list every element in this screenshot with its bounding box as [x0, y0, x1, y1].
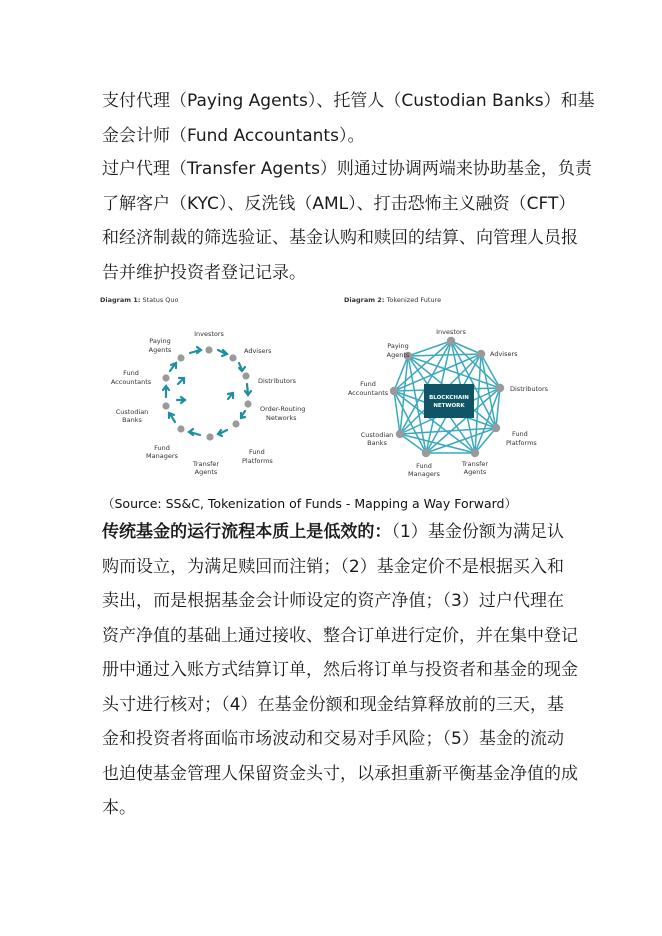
label-distributors: Distributors: [510, 385, 549, 393]
node-transfer-agents: [206, 433, 213, 440]
network-link: [408, 354, 481, 356]
diagram-title: Diagram 1: Status Quo: [100, 296, 179, 304]
text-line: 购而设立，为满足赎回而注销；（2）基金定价不是根据买入和: [102, 556, 564, 577]
label-transfer-agents-2: Agents: [463, 468, 487, 476]
text-line: 了解客户（KYC）、反洗钱（AML）、打击恐怖主义融资（CFT）: [102, 193, 576, 214]
text-line: 金和投资者将面临市场波动和交易对手风险；（5）基金的流动: [102, 729, 564, 749]
label-order-routing: Order-Routing: [260, 405, 306, 413]
label-fund-accountants-2: Accountants: [110, 378, 152, 386]
network-node: [422, 449, 430, 457]
label-fund-platforms-2: Platforms: [242, 457, 273, 465]
label-transfer-agents-2: Agents: [194, 468, 218, 476]
label-custodian-banks-2: Banks: [367, 439, 387, 447]
tokenized-network: [344, 296, 564, 486]
label-investors: Investors: [194, 330, 224, 338]
label-fund-managers-2: Managers: [408, 470, 440, 478]
text-line: 册中通过入账方式结算订单，然后将订单与投资者和基金的现金: [102, 660, 578, 680]
label-paying-agents-2: Agents: [386, 351, 410, 359]
label-distributors: Distributors: [258, 377, 297, 385]
text-line: 和经济制裁的筛选验证、基金认购和赎回的结算、向管理人员报: [102, 228, 578, 248]
node-custodian-banks: [162, 402, 169, 409]
text-line: 也迫使基金管理人保留资金头寸，以承担重新平衡基金净值的成: [102, 763, 578, 784]
label-fund-platforms-2: Platforms: [506, 439, 537, 447]
label-transfer-agents: Transfer: [461, 460, 489, 468]
status-quo-cycle: [100, 296, 320, 486]
label-fund-platforms: Fund: [512, 430, 528, 438]
text-line: 传统基金的运行流程本质上是低效的：（1）基金份额为满足认: [102, 522, 565, 542]
diagram-tokenized-future: [344, 296, 564, 486]
node-distributors: [242, 372, 249, 379]
node-advisers: [229, 354, 236, 361]
node-fund-platforms: [232, 420, 239, 427]
label-fund-managers: Fund: [416, 462, 432, 470]
label-transfer-agents: Transfer: [192, 460, 220, 468]
paragraph-inefficiency: [102, 515, 578, 826]
label-fund-accountants: Fund: [123, 369, 139, 377]
label-custodian-banks: Custodian: [115, 408, 149, 416]
text-line: 本。: [102, 798, 136, 818]
network-node: [496, 384, 504, 392]
network-node: [492, 424, 500, 432]
label-investors: Investors: [436, 328, 466, 336]
label-paying-agents: Paying: [387, 342, 409, 350]
text-line: 支付代理（Paying Agents）、托管人（Custodian Banks）和基: [102, 91, 595, 111]
node-investors: [205, 346, 212, 353]
label-fund-accountants-2: Accountants: [347, 389, 389, 397]
text-line: 告并维护投资者登记记录。: [102, 262, 306, 283]
node-fund-accountants: [162, 374, 169, 381]
diagram-status-quo: [100, 296, 320, 486]
label-fund-managers: Fund: [154, 444, 170, 452]
figure-source-caption: （Source: SS&C, Tokenization of Funds - Mapping a Way Forward）: [102, 496, 517, 511]
label-fund-accountants: Fund: [360, 380, 376, 388]
blockchain-network-box: [424, 384, 474, 418]
network-node: [477, 350, 485, 358]
paragraph-intermediaries: [102, 84, 595, 153]
node-order-routing: [244, 400, 251, 407]
label-fund-platforms: Fund: [249, 448, 265, 456]
bold-lead: 传统基金的运行流程本质上是低效的：: [102, 522, 392, 542]
network-link: [408, 356, 500, 388]
label-advisers: Advisers: [490, 350, 518, 358]
text-line: 卖出，而是根据基金会计师设定的资产净值；（3）过户代理在: [102, 591, 564, 611]
label-paying-agents-2: Agents: [148, 346, 172, 354]
text-line: 头寸进行核对；（4）在基金份额和现金结算释放前的三天，基: [102, 694, 564, 715]
diagram-title: Diagram 2: Tokenized Future: [344, 296, 442, 304]
label-custodian-banks-2: Banks: [122, 416, 142, 424]
label-custodian-banks: Custodian: [360, 431, 394, 439]
label-advisers: Advisers: [244, 347, 272, 355]
text-line: 资产净值的基础上通过接收、整合订单进行定价，并在集中登记: [102, 625, 578, 646]
label-paying-agents: Paying: [149, 337, 171, 345]
network-link: [451, 341, 481, 354]
text-line: 金会计师（Fund Accountants）。: [102, 125, 365, 146]
label-order-routing-2: Networks: [266, 414, 297, 422]
network-label: NETWORK: [433, 403, 465, 409]
text-line: 过户代理（Transfer Agents）则通过协调两端来协助基金，负责: [102, 159, 592, 179]
blockchain-label: BLOCKCHAIN: [429, 395, 469, 401]
node-fund-managers: [177, 425, 184, 432]
paragraph-transfer-agents: [102, 152, 592, 290]
network-node: [447, 337, 455, 345]
node-paying-agents: [177, 354, 184, 361]
network-node: [390, 387, 398, 395]
network-node: [471, 449, 479, 457]
network-node: [396, 430, 404, 438]
label-fund-managers-2: Managers: [146, 452, 178, 460]
